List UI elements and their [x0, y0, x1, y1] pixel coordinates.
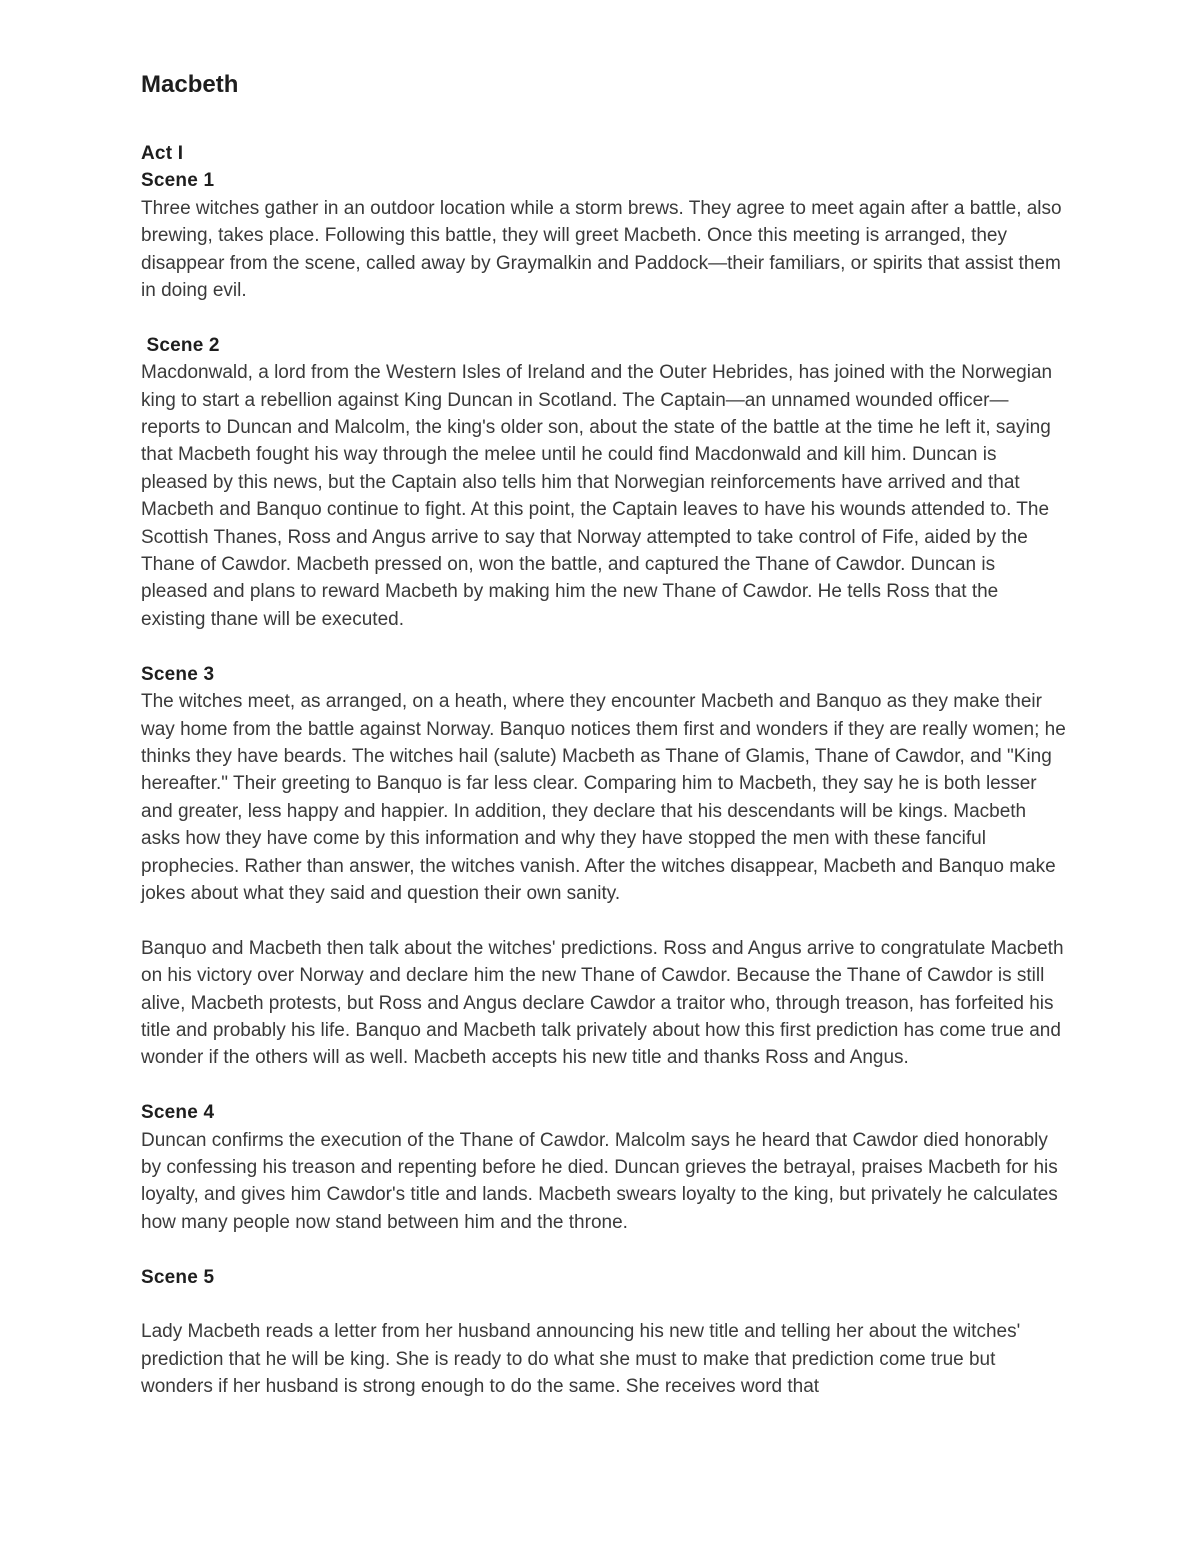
scene-5-text: Lady Macbeth reads a letter from her husband announcing his new title and telling her about the witches' prediction that he will be king. She is ready to do what she must to make that prediction come true but wonders if her husband is strong enough to do the same. She receives word that [141, 1321, 1021, 1398]
scene-4-text: Duncan confirms the execution of the Thane of Cawdor. Malcolm says he heard that Cawdor died honorably by confessing his treason and repenting before he died. Duncan grieves the betrayal, praises Macbeth for his loyalty, and gives him Cawdor's title and lands. Macbeth swears loyalty to the king, but privately he calculates how many people now stand between him and the throne. [141, 1129, 1058, 1233]
spacer [141, 907, 1066, 934]
spacer [141, 1072, 1066, 1099]
scene-1-heading: Scene 1 [141, 170, 215, 192]
scene-2-heading: Scene 2 [141, 334, 220, 356]
scene-2-text: Macdonwald, a lord from the Western Isles of Ireland and the Outer Hebrides, has joined with the Norwegian king to start a rebellion against King Duncan in Scotland. The Captain—an unnamed wounded officer—reports to Duncan and Malcolm, the king's older son, about the state of the battle at the time he left it, saying that Macbeth fought his way through the melee until he could find Macdonwald and kill him. Duncan is pleased by this news, but the Captain also tells him that Norwegian reinforcements have arrived and that Macbeth and Banquo continue to fight. At this point, the Captain leaves to have his wounds attended to. The Scottish Thanes, Ross and Angus arrive to say that Norway attempted to take control of Fife, aided by the Thane of Cawdor. Macbeth pressed on, won the battle, and captured the Thane of Cawdor. Duncan is pleased and plans to reward Macbeth by making him the new Thane of Cawdor. He tells Ross that the existing thane will be executed. [141, 362, 1053, 630]
scene-3-text-1: The witches meet, as arranged, on a heath, where they encounter Macbeth and Banquo as they make their way home from the battle against Norway. Banquo notices them first and wonders if they are really women; he thinks they have beards. The witches hail (salute) Macbeth as Thane of Glamis, Thane of Cawdor, and "King hereafter." Their greeting to Banquo is far less clear. Comparing him to Macbeth, they say he is both lesser and greater, less happy and happier. In addition, they declare that his descendants will be kings. Macbeth asks how they have come by this information and why they have stopped the men with these fanciful prophecies. Rather than answer, the witches vanish. After the witches disappear, Macbeth and Banquo make jokes about what they said and question their own sanity. [141, 691, 1066, 904]
act-heading: Act I [141, 143, 184, 164]
spacer [141, 1291, 1066, 1318]
scene-4-heading: Scene 4 [141, 1102, 215, 1124]
spacer [141, 1236, 1066, 1263]
scene-3-text-2: Banquo and Macbeth then talk about the witches' predictions. Ross and Angus arrive to congratulate Macbeth on his victory over Norway and declare him the new Thane of Cawdor. Because the Thane of Cawdor is still alive, Macbeth protests, but Ross and Angus declare Cawdor a traitor who, through treason, has forfeited his title and probably his life. Banquo and Macbeth talk privately about how this first prediction has come true and wonder if the others will as well. Macbeth accepts his new title and thanks Ross and Angus. [141, 937, 1064, 1069]
scene-1-text: Three witches gather in an outdoor location while a storm brews. They agree to meet again after a battle, also brewing, takes place. Following this battle, they will greet Macbeth. Once this meeting is arranged, they disappear from the scene, called away by Graymalkin and Paddock—their familiars, or spirits that assist them in doing evil. [141, 197, 1062, 302]
scene-5-heading: Scene 5 [141, 1266, 215, 1288]
spacer [141, 633, 1066, 660]
document-title: Macbeth [141, 71, 239, 98]
document-page [141, 68, 1066, 1401]
scene-3-heading: Scene 3 [141, 663, 215, 685]
spacer [141, 304, 1066, 331]
